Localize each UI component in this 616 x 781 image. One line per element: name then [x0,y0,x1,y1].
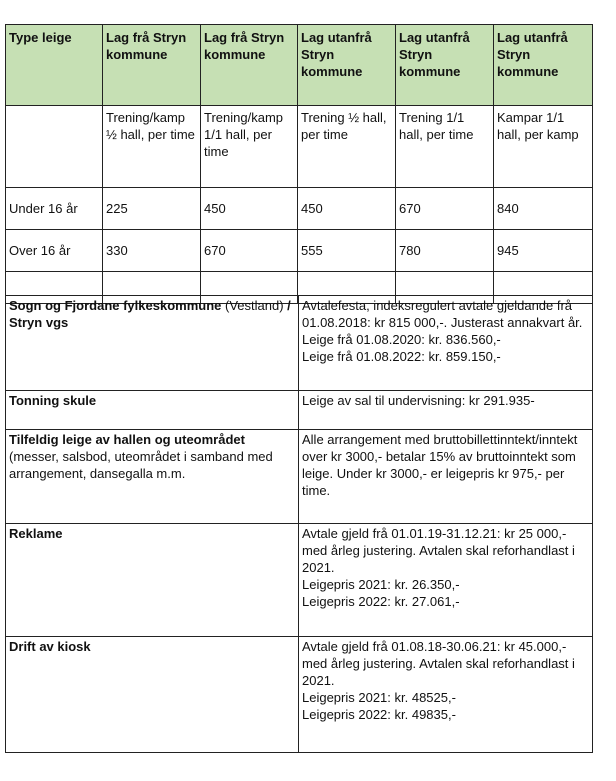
rental-price-table [5,24,593,304]
subheader-cell: Trening/kamp 1/1 hall, per time [201,106,298,188]
label-bold: Drift av kiosk [9,639,91,654]
price-cell: 450 [298,188,396,230]
row-label: Over 16 år [6,230,103,272]
agreement-details [299,637,593,753]
agreement-details [299,430,593,524]
agreement-label [6,637,299,753]
price-cell: 780 [396,230,494,272]
label-bold: Tonning skule [9,393,97,408]
subheader-cell [6,106,103,188]
agreement-details [299,296,593,391]
subheader-cell: Trening ½ hall, per time [298,106,396,188]
label-normal: (messer, salsbod, uteområdet i samband med arrangement, dansegalla m.m. [9,449,273,481]
detail-line: Leigepris 2021: kr. 26.350,- [302,577,460,592]
header-cell: Type leige [6,25,103,106]
subheader-cell: Kampar 1/1 hall, per kamp [494,106,593,188]
price-cell: 450 [201,188,298,230]
price-cell: 945 [494,230,593,272]
agreement-row [6,637,593,753]
detail-line: Avtale gjeld frå 01.01.19-31.12.21: kr 25 000,- med årleg justering. Avtalen skal reforhandlast i 2021. [302,526,575,575]
header-cell: Lag frå Stryn kommune [103,25,201,106]
price-cell: 330 [103,230,201,272]
label-bold: Reklame [9,526,63,541]
detail-line: Leige frå 01.08.2022: kr. 859.150,- [302,349,501,364]
price-cell: 555 [298,230,396,272]
detail-line: Leigepris 2022: kr. 49835,- [302,707,456,722]
header-row [6,25,593,106]
header-cell: Lag frå Stryn kommune [201,25,298,106]
subheader-row [6,106,593,188]
detail-line: Avtale gjeld frå 01.08.18-30.06.21: kr 45.000,- med årleg justering. Avtalen skal reforhandlast i 2021. [302,639,575,688]
agreement-label [6,430,299,524]
agreements-table [5,295,593,753]
label-bold-2: / Stryn vgs [9,298,291,330]
price-cell: 225 [103,188,201,230]
agreement-label [6,296,299,391]
agreement-row [6,430,593,524]
price-cell: 670 [201,230,298,272]
row-label: Under 16 år [6,188,103,230]
header-cell: Lag utanfrå Stryn kommune [396,25,494,106]
detail-line: Leigepris 2021: kr. 48525,- [302,690,456,705]
agreement-details [299,391,593,430]
agreement-label [6,524,299,637]
agreement-row [6,296,593,391]
price-cell: 840 [494,188,593,230]
label-bold: Tilfeldig leige av hallen og uteområdet [9,432,245,447]
label-normal: (Vestland) [221,298,288,313]
label-bold: Sogn og Fjordane fylkeskommune [9,298,222,313]
detail-line: Avtalefesta, indeksregulert avtale gjeldande frå 01.08.2018: kr 815 000,-. Justerast annakvart år. [302,298,583,330]
table-row [6,188,593,230]
agreement-row [6,391,593,430]
header-cell: Lag utanfrå Stryn kommune [494,25,593,106]
detail-line: Leige frå 01.08.2020: kr. 836.560,- [302,332,501,347]
agreement-row [6,524,593,637]
detail-line: Alle arrangement med bruttobillettinntekt/inntekt over kr 3000,- betalar 15% av bruttoinntekt som leige. Under kr 3000,- er leigepris kr 975,- per time. [302,432,578,498]
detail-line: Leige av sal til undervisning: kr 291.935- [302,393,535,408]
subheader-cell: Trening 1/1 hall, per time [396,106,494,188]
detail-line: Leigepris 2022: kr. 27.061,- [302,594,460,609]
agreement-label [6,391,299,430]
price-cell: 670 [396,188,494,230]
header-cell: Lag utanfrå Stryn kommune [298,25,396,106]
subheader-cell: Trening/kamp ½ hall, per time [103,106,201,188]
table-row [6,230,593,272]
agreement-details [299,524,593,637]
